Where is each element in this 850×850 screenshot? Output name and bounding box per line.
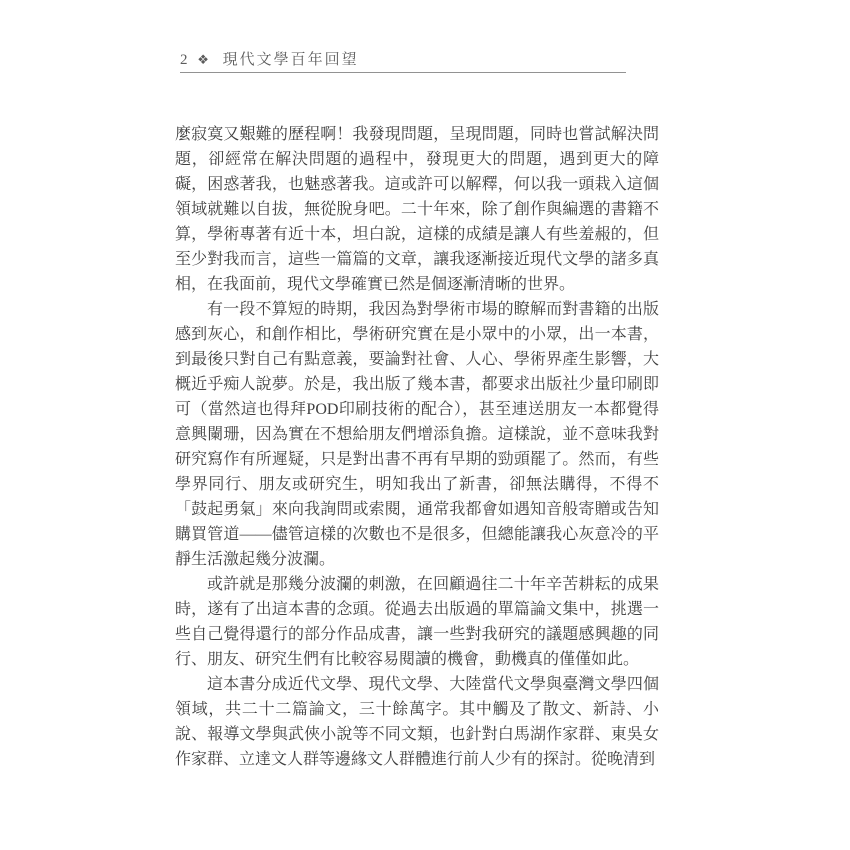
text-line: 行、朋友、研究生們有比較容易閱讀的機會，動機真的僅僅如此。 <box>175 651 640 668</box>
text-line: 「鼓起勇氣」來向我詢問或索閱，通常我都會如遇知音般寄贈或告知 <box>175 501 659 518</box>
text-line: 意興闌珊，因為實在不想給朋友們增添負擔。這樣說，並不意味我對 <box>175 426 659 443</box>
text-line: 到最後只對自己有點意義，要論對社會、人心、學術界產生影響，大 <box>175 351 659 368</box>
book-title: 現代文學百年回望 <box>222 52 359 68</box>
text-line: 可（當然這也得拜POD印刷技術的配合），甚至連送朋友一本都覺得 <box>175 401 659 418</box>
text-line: 購買管道——儘管這樣的次數也不是很多，但總能讓我心灰意冷的平 <box>175 526 659 543</box>
text-line: 學界同行、朋友或研究生，明知我出了新書，卻無法購得，不得不 <box>175 476 659 493</box>
text-line: 感到灰心，和創作相比，學術研究實在是小眾中的小眾，出一本書， <box>175 326 659 343</box>
text-line: 些自己覺得還行的部分作品成書，讓一些對我研究的議題感興趣的同 <box>175 626 659 643</box>
text-line: 作家群、立達文人群等邊緣文人群體進行前人少有的探討。從晚清到 <box>175 751 656 768</box>
text-line: 礙，困惑著我，也魅惑著我。這或許可以解釋，何以我一頭栽入這個 <box>175 176 659 193</box>
text-line: 相，在我面前，現代文學確實已然是個逐漸清晰的世界。 <box>175 276 576 293</box>
text-line: 靜生活激起幾分波瀾。 <box>175 551 336 568</box>
text-line: 領域就難以自拔，無從脫身吧。二十年來，除了創作與編選的書籍不 <box>175 201 659 218</box>
running-header <box>180 50 359 70</box>
diamond-icon: ❖ <box>197 52 211 67</box>
text-line: 算，學術專著有近十本，坦白說，這樣的成績是讓人有些羞赧的，但 <box>175 226 659 243</box>
header-rule <box>180 72 626 73</box>
text-line: 研究寫作有所遲疑，只是對出書不再有早期的勁頭罷了。然而，有些 <box>175 451 659 468</box>
text-line: 麼寂寞又艱難的歷程啊！我發現問題，呈現問題，同時也嘗試解決問 <box>175 126 659 143</box>
text-line: 概近乎痴人說夢。於是，我出版了幾本書，都要求出版社少量印刷即 <box>175 376 659 393</box>
text-line: 或許就是那幾分波瀾的刺激，在回顧過往二十年辛苦耕耘的成果 <box>207 576 659 593</box>
text-line: 有一段不算短的時期，我因為對學術市場的瞭解而對書籍的出版 <box>207 301 659 318</box>
text-line: 領域，共二十二篇論文，三十餘萬字。其中觸及了散文、新詩、小 <box>175 701 659 718</box>
page-body <box>175 122 659 772</box>
text-line: 至少對我而言，這些一篇篇的文章，讓我逐漸接近現代文學的諸多真 <box>175 251 659 268</box>
text-line: 題，卻經常在解決問題的過程中，發現更大的問題，遇到更大的障 <box>175 151 659 168</box>
text-line: 時，遂有了出這本書的念頭。從過去出版過的單篇論文集中，挑選一 <box>175 601 659 618</box>
text-line: 這本書分成近代文學、現代文學、大陸當代文學與臺灣文學四個 <box>207 676 659 693</box>
page-number: 2 <box>180 52 188 68</box>
text-line: 說、報導文學與武俠小說等不同文類，也針對白馬湖作家群、東吳女 <box>175 726 659 743</box>
